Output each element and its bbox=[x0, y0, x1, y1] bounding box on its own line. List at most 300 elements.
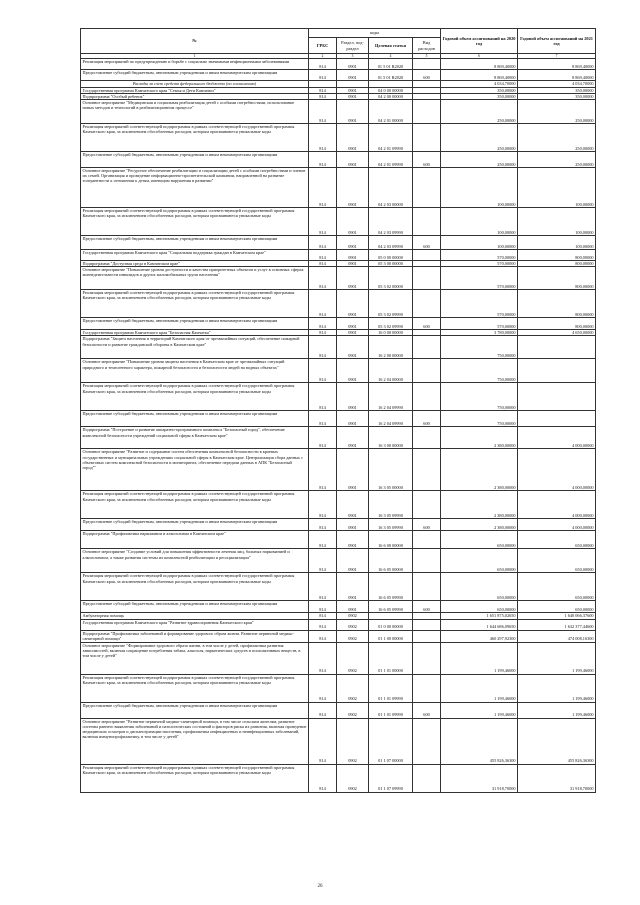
amount-2020-cell: 1 199,46000 bbox=[441, 674, 518, 702]
amount-2020-cell: 2 380,00000 bbox=[441, 491, 518, 519]
name-cell: Подпрограмма "Построение и развитие аппаратно-программного комплекса "Безопасный город", обеспечение комплексной безопасности учреждений социальной сферы в Камчатском крае" bbox=[81, 427, 309, 449]
amount-2021-cell: 250,00000 bbox=[518, 124, 596, 152]
table-header bbox=[81, 29, 596, 59]
amount-2021-cell: 800,00000 bbox=[518, 261, 596, 267]
name-cell: Предоставление субсидий бюджетным, автономным учреждениям и иным некоммерческим организациям bbox=[81, 236, 309, 250]
grbs-cell: 814 bbox=[309, 70, 337, 81]
amount-2020-cell: 1 644 686,09650 bbox=[441, 619, 518, 630]
amount-2021-cell: 100,00000 bbox=[518, 168, 596, 208]
target-cell: 01 5 01 R2020 bbox=[369, 70, 413, 81]
amount-2020-cell: 570,00000 bbox=[441, 318, 518, 330]
grbs-cell: 814 bbox=[309, 168, 337, 208]
grbs-cell: 814 bbox=[309, 152, 337, 168]
amount-2021-cell: 1 199,46000 bbox=[518, 702, 596, 718]
column-index-cell: 3 bbox=[337, 54, 369, 59]
amount-2020-cell: 2 380,00000 bbox=[441, 427, 518, 449]
target-cell: 16 3 05 09990 bbox=[369, 519, 413, 531]
grbs-cell: 814 bbox=[309, 236, 337, 250]
grbs-cell: 814 bbox=[309, 642, 337, 674]
amount-2020-cell: 570,00000 bbox=[441, 290, 518, 318]
section-cell: 0901 bbox=[337, 549, 369, 573]
table-row bbox=[81, 359, 596, 383]
grbs-cell: 814 bbox=[309, 764, 337, 792]
amount-2021-cell bbox=[518, 359, 596, 383]
target-cell: 01 1 07 00000 bbox=[369, 718, 413, 764]
amount-2020-cell: 750,00000 bbox=[441, 411, 518, 427]
amount-2021-cell: 800,00000 bbox=[518, 318, 596, 330]
exptype-cell: 600 bbox=[413, 70, 441, 81]
amount-2021-cell: 1 632 377,44600 bbox=[518, 619, 596, 630]
section-cell: 0902 bbox=[337, 630, 369, 642]
amount-2020-cell: 650,00000 bbox=[441, 531, 518, 549]
exptype-cell bbox=[413, 531, 441, 549]
exptype-cell: 600 bbox=[413, 318, 441, 330]
amount-2021-cell: 1 199,46000 bbox=[518, 642, 596, 674]
table-row bbox=[81, 619, 596, 630]
grbs-cell: 814 bbox=[309, 359, 337, 383]
column-index-cell: 5 bbox=[413, 54, 441, 59]
name-cell: Подпрограмма "Защита населения и территорий Камчатского края от чрезвычайных ситуаций, обеспечение пожарной безопасности и развитие гражданской обороны в Камчатском крае" bbox=[81, 336, 309, 359]
grbs-cell: 814 bbox=[309, 619, 337, 630]
amount-2020-cell: 650,00000 bbox=[441, 573, 518, 601]
amount-2021-cell: 650,00000 bbox=[518, 531, 596, 549]
exptype-cell: 600 bbox=[413, 152, 441, 168]
exptype-cell: 600 bbox=[413, 236, 441, 250]
grbs-cell: 814 bbox=[309, 267, 337, 290]
section-cell: 0901 bbox=[337, 601, 369, 613]
amount-2021-cell: 4 000,00000 bbox=[518, 427, 596, 449]
target-cell: 05 3 02 09990 bbox=[369, 290, 413, 318]
section-cell: 0902 bbox=[337, 718, 369, 764]
amount-2021-cell: 350,00000 bbox=[518, 87, 596, 93]
exptype-cell bbox=[413, 630, 441, 642]
table-row bbox=[81, 449, 596, 491]
header-2021: Годовой объем ассигнований на 2021 год bbox=[518, 29, 596, 54]
target-cell: 01 1 01 09990 bbox=[369, 674, 413, 702]
header-grbs: ГРБС bbox=[309, 38, 337, 54]
name-cell: Реализация мероприятий соответствующей подпрограммы в рамках соответствующей государственной программы Камчатского края, за исключением обособленных расходов, которым присваиваются уникальные коды bbox=[81, 491, 309, 519]
section-cell: 0901 bbox=[337, 336, 369, 359]
exptype-cell bbox=[413, 718, 441, 764]
name-cell: Основное мероприятие "Повышение уровня защиты населения в Камчатском крае от чрезвычайных ситуаций природного и техногенного характера, пожарной безопасности и безопасности людей на водных объектах" bbox=[81, 359, 309, 383]
table-row bbox=[81, 718, 596, 764]
name-cell: Предоставление субсидий бюджетным, автономным учреждениям и иным некоммерческим организациям bbox=[81, 411, 309, 427]
header-codes: коды bbox=[309, 29, 441, 38]
amount-2020-cell: 570,00000 bbox=[441, 261, 518, 267]
name-cell: Предоставление субсидий бюджетным, автономным учреждениям и иным некоммерческим организациям bbox=[81, 519, 309, 531]
section-cell: 0901 bbox=[337, 168, 369, 208]
header-target: Целевая статья bbox=[369, 38, 413, 54]
table-row bbox=[81, 427, 596, 449]
name-cell: Основное мероприятие "Повышение уровня доступности и качества приоритетных объектов и услуг в основных сферах жизнедеятельности инвалидов и других маломобильных групп населения" bbox=[81, 267, 309, 290]
name-cell: Основное мероприятие "Развитие первичной медико-санитарной помощи, в том числе сельским жителям, развитие системы раннего выявления заболеваний и патологических состояний и факторов риска их развития, включая проведение медицинских осмотров и диспансеризации населения, профилактика инфекционных и неинфекционных заболеваний, включая иммунопрофилактику, в том числе у детей" bbox=[81, 718, 309, 764]
grbs-cell: 814 bbox=[309, 383, 337, 411]
table-row bbox=[81, 601, 596, 613]
name-cell: Реализация мероприятий соответствующей подпрограммы в рамках соответствующей государственной программы Камчатского края, за исключением обособленных расходов, которым присваиваются уникальные коды bbox=[81, 290, 309, 318]
exptype-cell: 600 bbox=[413, 411, 441, 427]
exptype-cell bbox=[413, 573, 441, 601]
exptype-cell bbox=[413, 250, 441, 261]
amount-2020-cell: 650,00000 bbox=[441, 601, 518, 613]
table-row bbox=[81, 630, 596, 642]
name-cell: Подпрограмма "Особый ребенок" bbox=[81, 93, 309, 99]
exptype-cell bbox=[413, 124, 441, 152]
amount-2020-cell: 750,00000 bbox=[441, 359, 518, 383]
exptype-cell bbox=[413, 168, 441, 208]
grbs-cell: 814 bbox=[309, 601, 337, 613]
section-cell: 0901 bbox=[337, 491, 369, 519]
amount-2020-cell: 750,00000 bbox=[441, 336, 518, 359]
amount-2020-cell: 100,00000 bbox=[441, 236, 518, 250]
amount-2021-cell: 350,00000 bbox=[518, 93, 596, 99]
grbs-cell: 814 bbox=[309, 549, 337, 573]
grbs-cell: 814 bbox=[309, 411, 337, 427]
name-cell: Основное мероприятие "Развитие и содержание систем обеспечения комплексной безопасности в краевых государственных и муниципальных учреждениях социальной сферы в Камчатском крае. Централизация сбора данных с объектовых систем комплексной безопасности и мониторинга, обеспечение передачи данных в АПК "Безопасный город"" bbox=[81, 449, 309, 491]
name-cell: Предоставление субсидий бюджетным, автономным учреждениям и иным некоммерческим организациям bbox=[81, 601, 309, 613]
target-cell: 04 2 01 00000 bbox=[369, 100, 413, 124]
page-number: 26 bbox=[317, 884, 323, 889]
amount-2020-cell: 100,00000 bbox=[441, 208, 518, 236]
name-cell: Реализация мероприятий соответствующей подпрограммы в рамках соответствующей государственной программы Камчатского края, за исключением обособленных расходов, которым присваиваются уникальные коды bbox=[81, 208, 309, 236]
budget-table-page bbox=[80, 28, 595, 793]
exptype-cell bbox=[413, 267, 441, 290]
section-cell: 0901 bbox=[337, 124, 369, 152]
section-cell: 0901 bbox=[337, 318, 369, 330]
target-cell: 04 2 01 09990 bbox=[369, 124, 413, 152]
exptype-cell bbox=[413, 491, 441, 519]
grbs-cell: 814 bbox=[309, 531, 337, 549]
target-cell: 16 3 05 09990 bbox=[369, 491, 413, 519]
table-row bbox=[81, 336, 596, 359]
name-cell: Подпрограмма "Профилактика наркомании и алкоголизма в Камчатском крае" bbox=[81, 531, 309, 549]
target-cell: 04 2 03 09990 bbox=[369, 208, 413, 236]
target-cell: 05 3 00 00000 bbox=[369, 261, 413, 267]
grbs-cell: 814 bbox=[309, 427, 337, 449]
amount-2021-cell: 100,00000 bbox=[518, 236, 596, 250]
target-cell: 16 2 00 00000 bbox=[369, 336, 413, 359]
target-cell: 01 0 00 00000 bbox=[369, 619, 413, 630]
column-index-cell: 1 bbox=[81, 54, 309, 59]
table-row bbox=[81, 549, 596, 573]
table-row bbox=[81, 573, 596, 601]
amount-2021-cell bbox=[518, 336, 596, 359]
section-cell: 0901 bbox=[337, 383, 369, 411]
grbs-cell: 814 bbox=[309, 336, 337, 359]
grbs-cell: 814 bbox=[309, 100, 337, 124]
section-cell: 0901 bbox=[337, 290, 369, 318]
target-cell: 04 0 00 00000 bbox=[369, 87, 413, 93]
grbs-cell: 814 bbox=[309, 261, 337, 267]
target-cell: 05 0 00 00000 bbox=[369, 250, 413, 261]
section-cell: 0902 bbox=[337, 613, 369, 619]
target-cell: 16 6 05 09990 bbox=[369, 573, 413, 601]
header-num: № bbox=[81, 29, 309, 54]
grbs-cell: 814 bbox=[309, 519, 337, 531]
amount-2021-cell: 100,00000 bbox=[518, 208, 596, 236]
exptype-cell bbox=[413, 208, 441, 236]
name-cell: Основное мероприятие "Медицинская и социальная реабилитация детей с особыми потребностями, использование новых методов и технологий в реабилитационном процессе" bbox=[81, 100, 309, 124]
exptype-cell bbox=[413, 59, 441, 70]
grbs-cell: 814 bbox=[309, 93, 337, 99]
section-cell: 0902 bbox=[337, 642, 369, 674]
budget-table bbox=[80, 28, 596, 793]
grbs-cell: 814 bbox=[309, 59, 337, 70]
name-cell: Государственная программа Камчатского края "Развитие здравоохранения Камчатского края" bbox=[81, 619, 309, 630]
amount-2020-cell: 570,00000 bbox=[441, 267, 518, 290]
column-index-cell: 4 bbox=[369, 54, 413, 59]
section-cell: 0902 bbox=[337, 702, 369, 718]
section-cell: 0902 bbox=[337, 674, 369, 702]
target-cell: 01 1 00 00000 bbox=[369, 630, 413, 642]
exptype-cell: 600 bbox=[413, 601, 441, 613]
amount-2021-cell: 250,00000 bbox=[518, 152, 596, 168]
section-cell: 0901 bbox=[337, 59, 369, 70]
section-cell: 0901 bbox=[337, 267, 369, 290]
table-row bbox=[81, 267, 596, 290]
table-row bbox=[81, 124, 596, 152]
amount-2021-cell: 8 869,40000 bbox=[518, 59, 596, 70]
exptype-cell bbox=[413, 100, 441, 124]
table-row bbox=[81, 100, 596, 124]
amount-2020-cell: 250,00000 bbox=[441, 124, 518, 152]
table-row bbox=[81, 290, 596, 318]
section-cell: 0901 bbox=[337, 519, 369, 531]
amount-2021-cell: 455 826,36300 bbox=[518, 718, 596, 764]
name-cell: Расходы за счет средств федерального бюджета (по соглашению) bbox=[81, 81, 309, 87]
grbs-cell: 814 bbox=[309, 449, 337, 491]
section-cell: 0901 bbox=[337, 411, 369, 427]
amount-2021-cell: 1 199,46000 bbox=[518, 674, 596, 702]
grbs-cell: 814 bbox=[309, 250, 337, 261]
grbs-cell: 814 bbox=[309, 318, 337, 330]
name-cell: Реализация мероприятий по предупреждению и борьбе с социально значимыми инфекционными заболеваниями bbox=[81, 59, 309, 70]
exptype-cell: 600 bbox=[413, 702, 441, 718]
grbs-cell: 814 bbox=[309, 613, 337, 619]
exptype-cell bbox=[413, 427, 441, 449]
amount-2021-cell: 800,00000 bbox=[518, 290, 596, 318]
table-row bbox=[81, 531, 596, 549]
table-row bbox=[81, 764, 596, 792]
exptype-cell bbox=[413, 290, 441, 318]
amount-2020-cell: 4 034,70000 bbox=[441, 81, 518, 87]
target-cell: 04 2 01 09990 bbox=[369, 152, 413, 168]
target-cell: 01 1 07 09990 bbox=[369, 764, 413, 792]
amount-2020-cell: 650,00000 bbox=[441, 549, 518, 573]
target-cell: 16 6 05 00000 bbox=[369, 549, 413, 573]
amount-2020-cell: 2 380,00000 bbox=[441, 449, 518, 491]
section-cell: 0901 bbox=[337, 208, 369, 236]
column-index-cell: 2 bbox=[309, 54, 337, 59]
amount-2021-cell: 31 918,70000 bbox=[518, 764, 596, 792]
target-cell: 01 5 01 R2020 bbox=[369, 59, 413, 70]
exptype-cell bbox=[413, 674, 441, 702]
exptype-cell bbox=[413, 549, 441, 573]
section-cell: 0901 bbox=[337, 449, 369, 491]
grbs-cell: 814 bbox=[309, 124, 337, 152]
header-exptype: Вид расходов bbox=[413, 38, 441, 54]
target-cell: 16 3 05 00000 bbox=[369, 449, 413, 491]
grbs-cell: 814 bbox=[309, 208, 337, 236]
header-section: Раздел, под-раздел bbox=[337, 38, 369, 54]
name-cell: Реализация мероприятий соответствующей подпрограммы в рамках соответствующей государственной программы Камчатского края, за исключением обособленных расходов, которым присваиваются уникальные коды bbox=[81, 383, 309, 411]
target-cell: 05 3 02 09990 bbox=[369, 318, 413, 330]
table-row bbox=[81, 318, 596, 330]
amount-2021-cell: 800,00000 bbox=[518, 250, 596, 261]
amount-2021-cell bbox=[518, 383, 596, 411]
amount-2021-cell: 650,00000 bbox=[518, 601, 596, 613]
section-cell: 0901 bbox=[337, 359, 369, 383]
exptype-cell bbox=[413, 449, 441, 491]
table-row bbox=[81, 168, 596, 208]
amount-2021-cell: 4 000,00000 bbox=[518, 491, 596, 519]
amount-2020-cell: 460 297,92300 bbox=[441, 630, 518, 642]
target-cell: 16 2 04 09990 bbox=[369, 411, 413, 427]
table-row bbox=[81, 152, 596, 168]
section-cell: 0902 bbox=[337, 764, 369, 792]
table-body bbox=[81, 59, 596, 792]
amount-2021-cell: 250,00000 bbox=[518, 100, 596, 124]
name-cell: Государственная программа Камчатского края "Социальная поддержка граждан в Камчатском крае" bbox=[81, 250, 309, 261]
name-cell: Предоставление субсидий бюджетным, автономным учреждениям и иным некоммерческим организациям bbox=[81, 70, 309, 81]
grbs-cell: 814 bbox=[309, 290, 337, 318]
amount-2020-cell: 570,00000 bbox=[441, 250, 518, 261]
exptype-cell bbox=[413, 619, 441, 630]
section-cell: 0901 bbox=[337, 236, 369, 250]
table-row bbox=[81, 674, 596, 702]
column-index-cell: 6 bbox=[441, 54, 518, 59]
name-cell: Основное мероприятие "Формирование здорового образа жизни, в том числе у детей, профилактика развития зависимостей, включая сокращение потребления табака, алкоголя, наркотических средств и психоактивных веществ, в том числе у детей" bbox=[81, 642, 309, 674]
header-2020: Годовой объем ассигнований на 2020 год bbox=[441, 29, 518, 54]
amount-2020-cell: 350,00000 bbox=[441, 87, 518, 93]
name-cell: Основное мероприятие "Создание условий для повышения эффективности лечения лиц, больных наркоманией и алкоголизмом, а также развития системы их комплексной реабилитации и ресоциализации" bbox=[81, 549, 309, 573]
amount-2020-cell: 8 869,40000 bbox=[441, 59, 518, 70]
name-cell: Государственная программа Камчатского края "Безопасная Камчатка" bbox=[81, 330, 309, 336]
grbs-cell: 814 bbox=[309, 702, 337, 718]
table-row bbox=[81, 519, 596, 531]
amount-2020-cell: 100,00000 bbox=[441, 168, 518, 208]
amount-2021-cell bbox=[518, 411, 596, 427]
amount-2020-cell: 1 199,46000 bbox=[441, 642, 518, 674]
section-cell: 0901 bbox=[337, 87, 369, 93]
name-cell: Амбулаторная помощь bbox=[81, 613, 309, 619]
target-cell: 04 2 03 00000 bbox=[369, 168, 413, 208]
amount-2020-cell: 250,00000 bbox=[441, 152, 518, 168]
grbs-cell: 814 bbox=[309, 674, 337, 702]
exptype-cell bbox=[413, 383, 441, 411]
amount-2020-cell: 1 199,46000 bbox=[441, 702, 518, 718]
grbs-cell: 814 bbox=[309, 491, 337, 519]
target-cell: 16 2 04 00000 bbox=[369, 359, 413, 383]
target-cell: 16 2 04 09990 bbox=[369, 383, 413, 411]
name-cell: Реализация мероприятий соответствующей подпрограммы в рамках соответствующей государственной программы Камчатского края, за исключением обособленных расходов, которым присваиваются уникальные коды bbox=[81, 764, 309, 792]
table-row bbox=[81, 702, 596, 718]
amount-2021-cell: 8 869,40000 bbox=[518, 70, 596, 81]
table-row bbox=[81, 411, 596, 427]
target-cell: 04 2 03 09990 bbox=[369, 236, 413, 250]
exptype-cell bbox=[413, 359, 441, 383]
amount-2021-cell: 1 640 066,37600 bbox=[518, 613, 596, 619]
amount-2020-cell: 350,00000 bbox=[441, 93, 518, 99]
name-cell: Реализация мероприятий соответствующей подпрограммы в рамках соответствующей государственной программы Камчатского края, за исключением обособленных расходов, которым присваиваются уникальные коды bbox=[81, 573, 309, 601]
section-cell: 0901 bbox=[337, 330, 369, 336]
exptype-cell bbox=[413, 336, 441, 359]
amount-2020-cell: 8 869,40000 bbox=[441, 70, 518, 81]
section-cell: 0901 bbox=[337, 93, 369, 99]
name-cell: Реализация мероприятий соответствующей подпрограммы в рамках соответствующей государственной программы Камчатского края, за исключением обособленных расходов, которым присваиваются уникальные коды bbox=[81, 674, 309, 702]
section-cell: 0901 bbox=[337, 250, 369, 261]
amount-2021-cell: 800,00000 bbox=[518, 267, 596, 290]
target-cell: 16 6 05 09990 bbox=[369, 601, 413, 613]
target-cell: 05 3 02 00000 bbox=[369, 267, 413, 290]
name-cell: Подпрограмма "Доступная среда в Камчатском крае" bbox=[81, 261, 309, 267]
table-row bbox=[81, 250, 596, 261]
amount-2020-cell: 455 826,36300 bbox=[441, 718, 518, 764]
amount-2020-cell: 3 780,00000 bbox=[441, 330, 518, 336]
grbs-cell: 814 bbox=[309, 630, 337, 642]
name-cell: Реализация мероприятий соответствующей подпрограммы в рамках соответствующей государственной программы Камчатского края, за исключением обособленных расходов, которым присваиваются уникальные коды bbox=[81, 124, 309, 152]
section-cell: 0901 bbox=[337, 573, 369, 601]
amount-2021-cell: 474 008,16300 bbox=[518, 630, 596, 642]
target-cell: 04 2 00 00000 bbox=[369, 93, 413, 99]
table-row bbox=[81, 383, 596, 411]
amount-2020-cell: 1 651 875,02650 bbox=[441, 613, 518, 619]
section-cell: 0901 bbox=[337, 70, 369, 81]
amount-2021-cell: 4 034,70000 bbox=[518, 81, 596, 87]
grbs-cell: 814 bbox=[309, 330, 337, 336]
name-cell: Подпрограмма "Профилактика заболеваний и формирование здорового образа жизни. Развитие первичной медико-санитарной помощи" bbox=[81, 630, 309, 642]
section-cell: 0901 bbox=[337, 427, 369, 449]
name-cell: Предоставление субсидий бюджетным, автономным учреждениям и иным некоммерческим организациям bbox=[81, 152, 309, 168]
column-index-cell: 7 bbox=[518, 54, 596, 59]
table-row bbox=[81, 70, 596, 81]
target-cell: 16 6 00 00000 bbox=[369, 531, 413, 549]
target-cell: 01 1 01 09990 bbox=[369, 702, 413, 718]
exptype-cell bbox=[413, 642, 441, 674]
section-cell: 0901 bbox=[337, 261, 369, 267]
exptype-cell bbox=[413, 764, 441, 792]
amount-2020-cell: 750,00000 bbox=[441, 383, 518, 411]
section-cell: 0902 bbox=[337, 619, 369, 630]
table-row bbox=[81, 236, 596, 250]
table-row bbox=[81, 59, 596, 70]
exptype-cell: 600 bbox=[413, 519, 441, 531]
name-cell: Предоставление субсидий бюджетным, автономным учреждениям и иным некоммерческим организациям bbox=[81, 318, 309, 330]
amount-2020-cell: 250,00000 bbox=[441, 100, 518, 124]
table-row bbox=[81, 642, 596, 674]
amount-2021-cell: 650,00000 bbox=[518, 549, 596, 573]
target-cell: 16 3 00 00000 bbox=[369, 427, 413, 449]
table-row bbox=[81, 491, 596, 519]
amount-2020-cell: 31 918,70000 bbox=[441, 764, 518, 792]
amount-2021-cell: 4 650,00000 bbox=[518, 330, 596, 336]
amount-2021-cell: 4 000,00000 bbox=[518, 449, 596, 491]
table-row bbox=[81, 208, 596, 236]
name-cell: Основное мероприятие "Ресурсное обеспечение реабилитации и социализации детей с особыми потребностями и членов их семей. Организация и проведение информационно-просветительской кампании, направленной на развитие толерантности к отношении к детям, имеющим нарушения в развитии" bbox=[81, 168, 309, 208]
section-cell: 0901 bbox=[337, 100, 369, 124]
name-cell: Государственная программа Камчатского края "Семья и Дети Камчатки" bbox=[81, 87, 309, 93]
grbs-cell: 814 bbox=[309, 573, 337, 601]
amount-2021-cell: 4 000,00000 bbox=[518, 519, 596, 531]
section-cell: 0901 bbox=[337, 152, 369, 168]
target-cell: 01 1 01 00000 bbox=[369, 642, 413, 674]
amount-2021-cell: 650,00000 bbox=[518, 573, 596, 601]
grbs-cell: 814 bbox=[309, 718, 337, 764]
amount-2020-cell: 2 380,00000 bbox=[441, 519, 518, 531]
section-cell: 0901 bbox=[337, 531, 369, 549]
target-cell: 16 0 00 00000 bbox=[369, 330, 413, 336]
name-cell: Предоставление субсидий бюджетным, автономным учреждениям и иным некоммерческим организациям bbox=[81, 702, 309, 718]
grbs-cell: 814 bbox=[309, 87, 337, 93]
